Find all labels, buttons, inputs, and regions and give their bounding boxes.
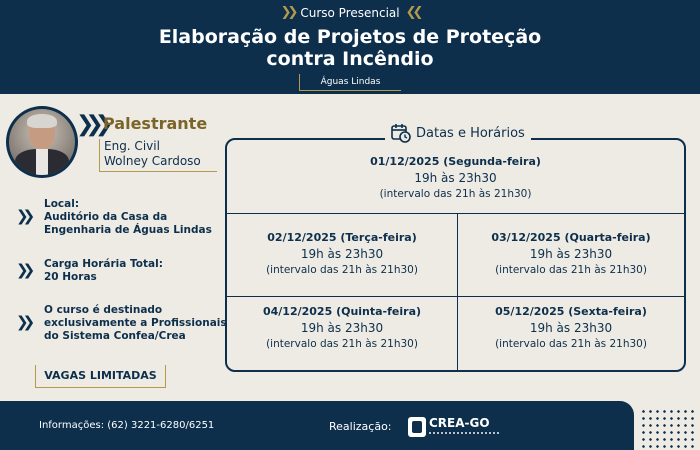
- day-hours: 19h às 23h30: [300, 321, 384, 335]
- day-hours: 19h às 23h30: [300, 247, 384, 261]
- chevrons-icon: ❯❯❯: [76, 112, 105, 137]
- chevrons-icon: ❯❯: [16, 313, 30, 331]
- dest-line-1: O curso é destinado: [44, 304, 163, 316]
- local-label: Local:: [44, 198, 80, 210]
- day-hours: 19h às 23h30: [414, 171, 497, 185]
- speaker-avatar: [6, 106, 78, 178]
- crea-logo-icon: [408, 417, 426, 437]
- speaker-heading: Palestrante: [103, 114, 208, 133]
- chevrons-icon: ❯❯: [16, 207, 30, 225]
- dest-line-3: do Sistema Confea/Crea: [44, 330, 186, 342]
- day-date: 01/12/2025 (Segunda-feira): [370, 155, 541, 168]
- city-label: Águas Lindas: [299, 74, 401, 91]
- day-interval: (intervalo das 21h às 21h30): [266, 338, 418, 350]
- chevron-left-icon: ❮❮: [405, 5, 420, 20]
- day-date: 02/12/2025 (Terça-feira): [267, 231, 417, 244]
- vagas-limitadas-badge: VAGAS LIMITADAS: [35, 365, 166, 388]
- local-value-1: Auditório da Casa da: [44, 211, 168, 223]
- day-interval: (intervalo das 21h às 21h30): [379, 188, 532, 200]
- calendar-clock-icon: [391, 123, 411, 143]
- contact-info: Informações: (62) 3221-6280/6251: [39, 420, 215, 431]
- schedule-day: [227, 304, 457, 352]
- decorative-dots: [640, 408, 696, 450]
- schedule-table: [225, 138, 686, 372]
- speaker-name-box: [99, 139, 217, 172]
- local-value-2: Engenharia de Águas Lindas: [44, 224, 212, 236]
- day-interval: (intervalo das 21h às 21h30): [495, 338, 647, 350]
- dest-line-2: exclusivamente a Profissionais: [44, 317, 227, 329]
- day-date: 05/12/2025 (Sexta-feira): [495, 305, 647, 318]
- schedule-title: Datas e Horários: [416, 125, 525, 141]
- realizacao-label: Realização:: [329, 420, 392, 433]
- carga-label: Carga Horária Total:: [44, 258, 163, 270]
- day-interval: (intervalo das 21h às 21h30): [495, 264, 647, 276]
- chevron-right-icon: ❯❯: [280, 5, 295, 20]
- schedule-day: [227, 230, 457, 278]
- schedule-header: [385, 123, 531, 143]
- day-date: 03/12/2025 (Quarta-feira): [491, 231, 651, 244]
- speaker-title: Eng. Civil: [104, 139, 160, 153]
- speaker-name: Wolney Cardoso: [104, 154, 201, 168]
- crea-logo-text: CREA-GO: [429, 416, 490, 430]
- chevrons-icon: ❯❯: [16, 261, 30, 279]
- day-date: 04/12/2025 (Quinta-feira): [262, 305, 422, 318]
- title-line-2: contra Incêndio: [266, 48, 434, 70]
- day-interval: (intervalo das 21h às 21h30): [266, 264, 418, 276]
- schedule-day: [227, 154, 684, 202]
- carga-value: 20 Horas: [44, 271, 97, 283]
- footer-bar: [0, 401, 634, 450]
- course-type-label: Curso Presencial: [300, 5, 400, 20]
- crea-logo-subtext: [429, 432, 499, 438]
- course-type: [0, 5, 700, 20]
- day-hours: 19h às 23h30: [529, 321, 613, 335]
- schedule-day: [458, 304, 684, 352]
- schedule-day: [458, 230, 684, 278]
- day-hours: 19h às 23h30: [529, 247, 613, 261]
- header-banner: [0, 0, 700, 94]
- page-title: [0, 26, 700, 70]
- title-line-1: Elaboração de Projetos de Proteção: [158, 26, 542, 48]
